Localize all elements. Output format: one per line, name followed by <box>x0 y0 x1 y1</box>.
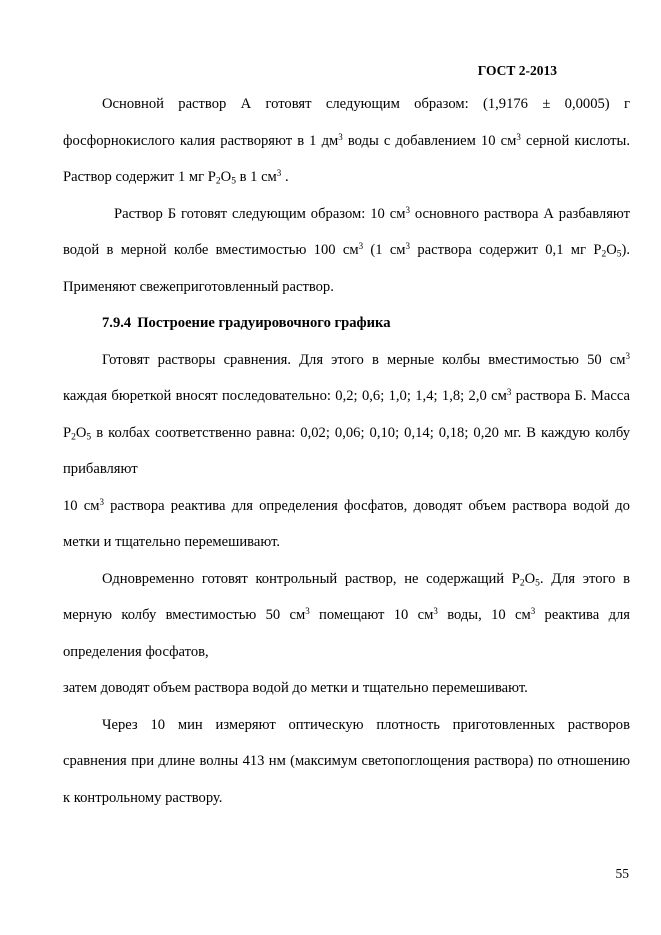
paragraph-control-solution: Одновременно готовят контрольный раствор, не содержащий $P_2O_5$. Для этого в мерную колбу вместимостью 50 $см^3$ помещают 10 $см^3$ воды, 10 $см^3$ реактива для определения фосфатов, <box>63 570 630 660</box>
paragraph-stock-solution-a: Основной раствор А готовят следующим образом: (1,9176 ± 0,0005) г фосфорнокислого калия растворяют в 1 $дм^3$ воды с добавлением 10 $см^3$ серной кислоты. Раствор содержит 1 мг $P_2O_5$ в 1 $см^3$ . <box>63 96 630 187</box>
paragraph-reagent-addition: 10 $см^3$ раствора реактива для определения фосфатов, доводят объем раствора водой до метки и тщательно перемешивают. <box>63 496 630 550</box>
section-title: Построение градуировочного графика <box>137 315 391 331</box>
page-body <box>63 86 630 816</box>
standard-header: ГОСТ 2-2013 <box>477 63 557 78</box>
paragraph-dilution: затем доводят объем раствора водой до метки и тщательно перемешивают. <box>63 680 528 696</box>
section-number: 7.9.4 <box>102 315 132 331</box>
page-number: 55 <box>615 866 629 881</box>
paragraph-comparison-solutions: Готовят растворы сравнения. Для этого в мерные колбы вместимостью 50 $см^3$ каждая бюреткой вносят последовательно: 0,2; 0,6; 1,0; 1,4; 1,8; 2,0 $см^3$ раствора Б. Масса $P_2O_5$ в колбах соответственно равна: 0,02; 0,06; 0,10; 0,14; 0,18; 0,20 мг. В каждую колбу прибавляют <box>63 350 630 477</box>
paragraph-optical-density: Через 10 мин измеряют оптическую плотность приготовленных растворов сравнения при длине волны 413 нм (максимум светопоглощения раствора) по отношению к контрольному раствору. <box>63 716 630 806</box>
paragraph-solution-b: Раствор Б готовят следующим образом: 10 $см^3$ основного раствора А разбавляют водой в мерной колбе вместимостью 100 $см^3$ (1 $см^3$ раствора содержит 0,1 мг $P_2O_5$). Применяют свежеприготовленный раствор. <box>63 204 631 295</box>
section-heading <box>63 305 630 342</box>
